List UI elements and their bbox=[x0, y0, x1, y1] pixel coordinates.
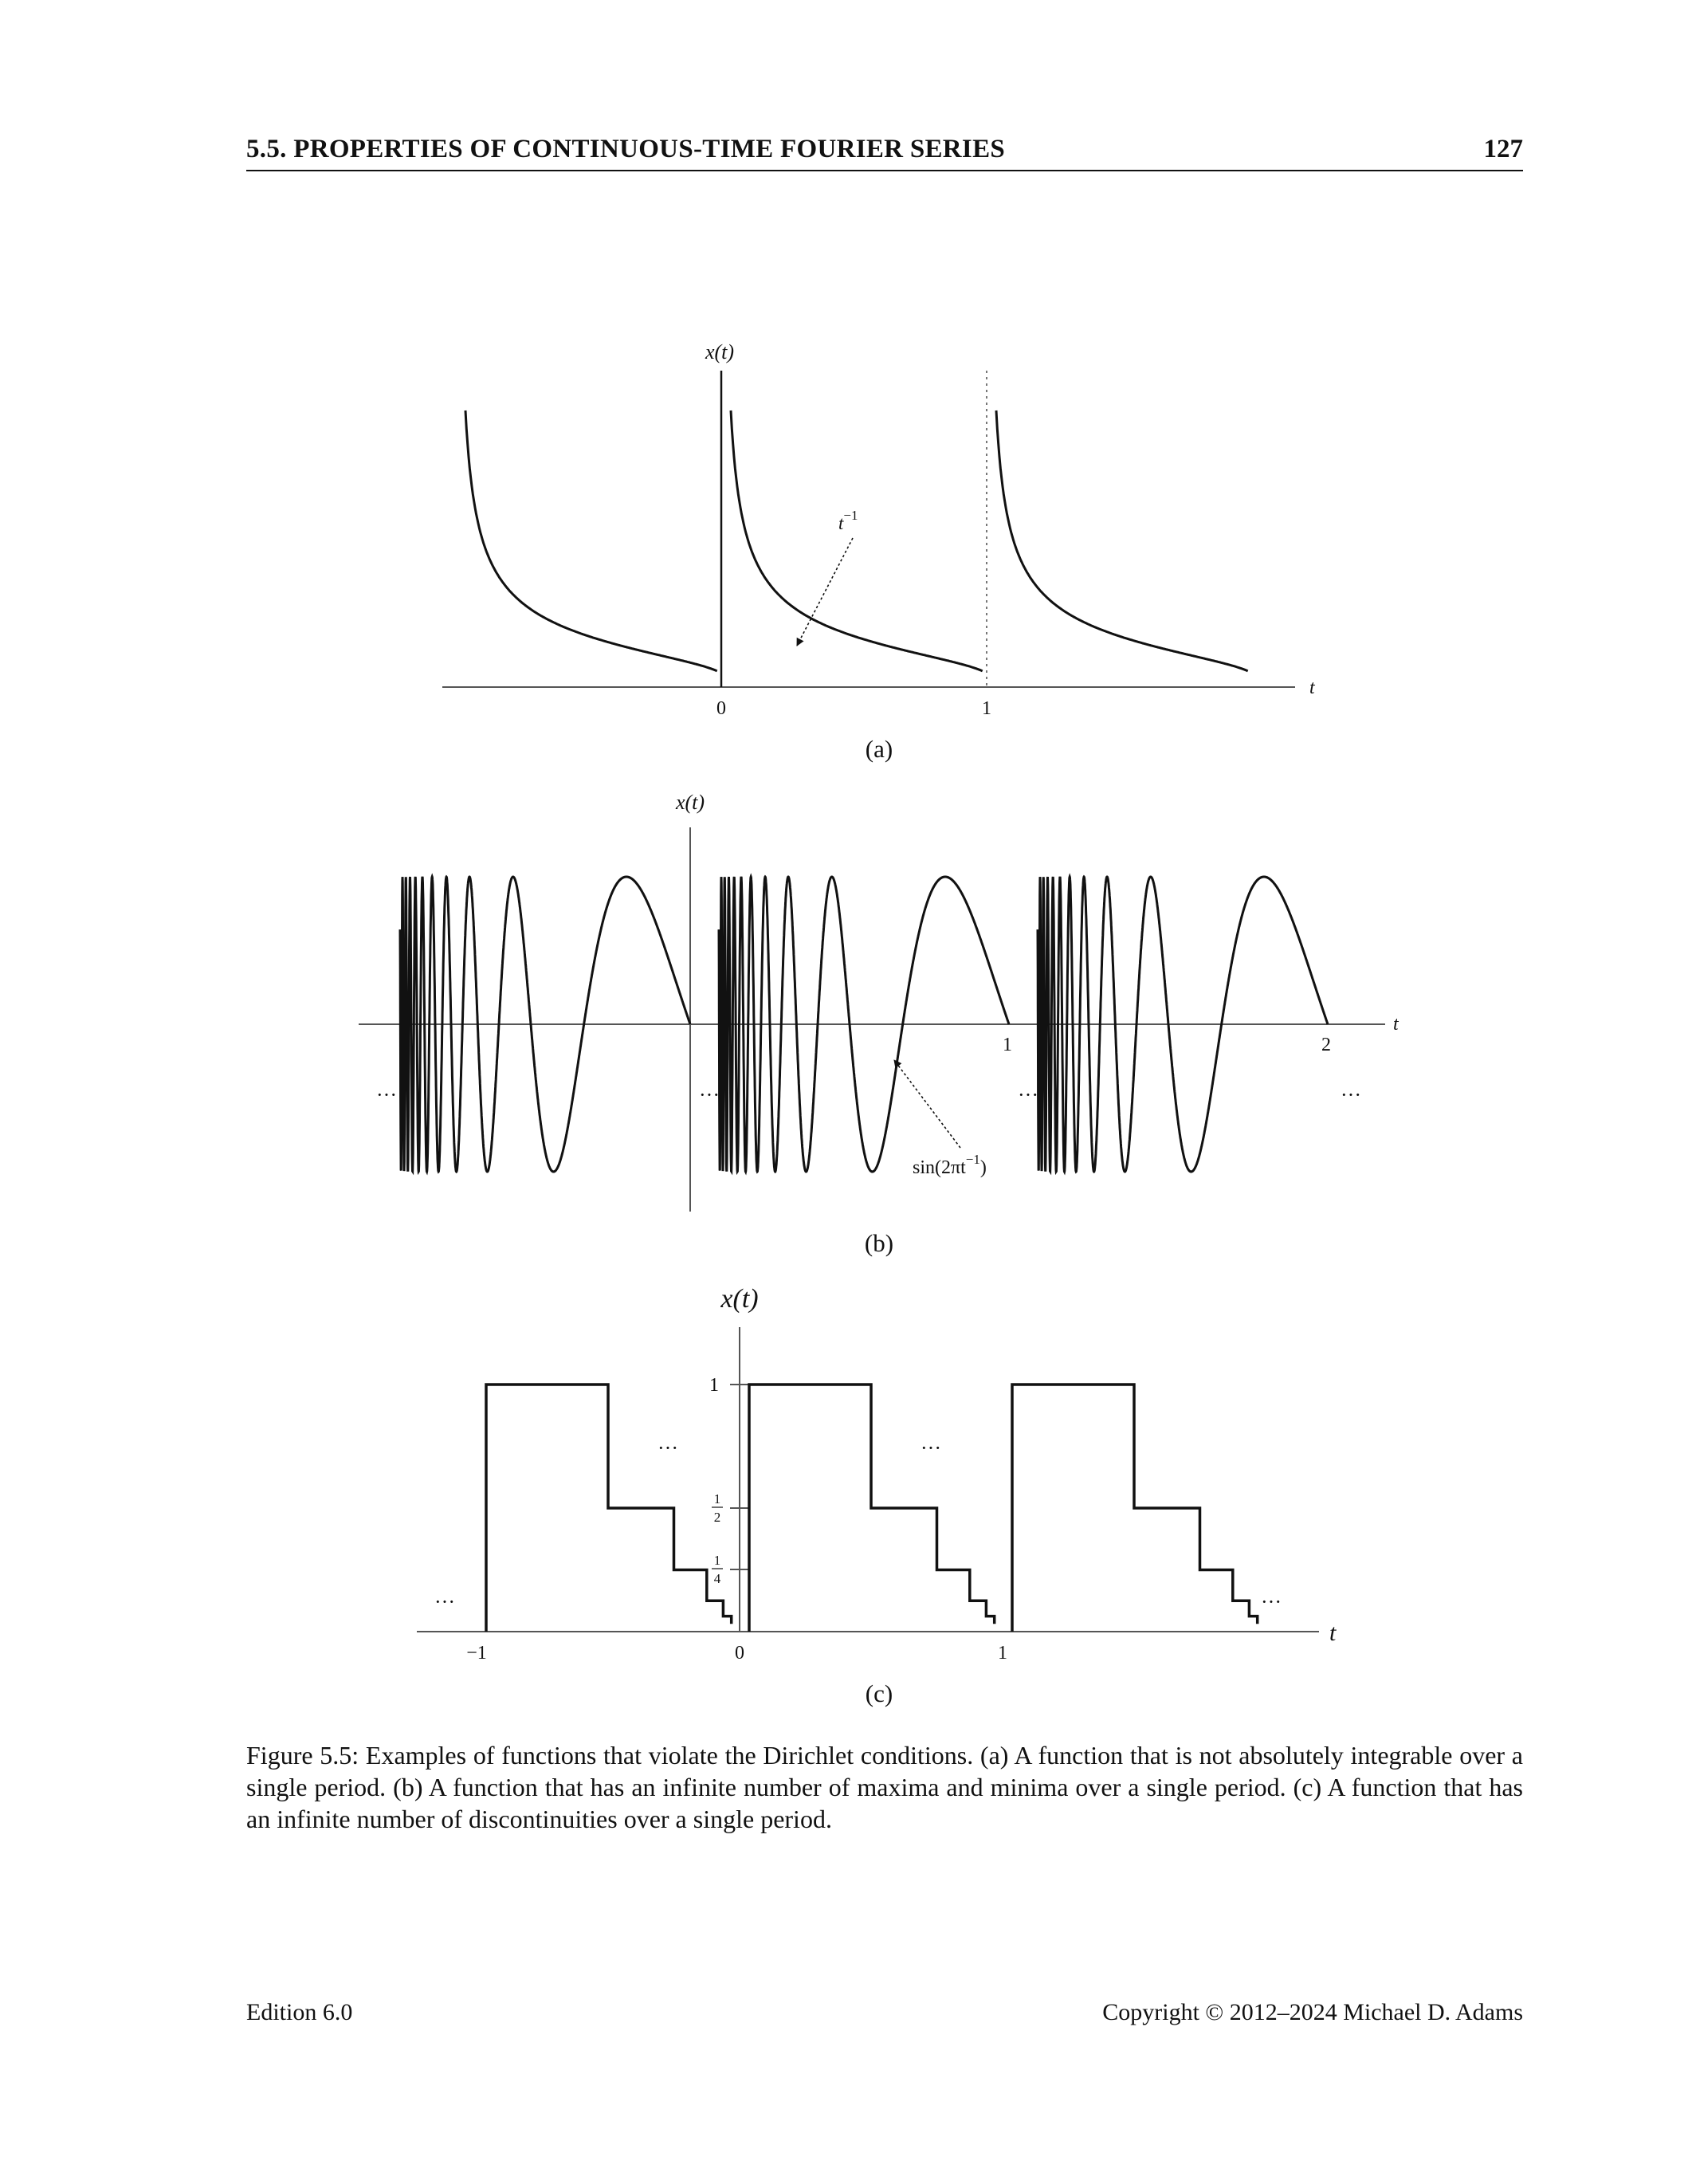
panel-b-label: (b) bbox=[864, 1229, 894, 1257]
panel-b-tick-1: 1 bbox=[1003, 1035, 1012, 1055]
panel-c-dots: ··· bbox=[658, 1436, 678, 1459]
panel-b bbox=[359, 791, 1399, 1257]
panel-c-staircase-period-minus1 bbox=[486, 1385, 732, 1632]
panel-a-xlabel: t bbox=[1309, 678, 1315, 698]
panel-c-ytick-label-half bbox=[712, 1491, 723, 1525]
section-title: 5.5. PROPERTIES OF CONTINUOUS-TIME FOURIER SERIES bbox=[246, 135, 1006, 163]
panel-c-tick-1: 1 bbox=[998, 1643, 1007, 1664]
panel-a-curve-period-1 bbox=[996, 410, 1248, 671]
panel-a-tick-0: 0 bbox=[716, 698, 726, 719]
panel-c bbox=[417, 1284, 1337, 1707]
panel-a-label: (a) bbox=[865, 735, 893, 763]
panel-b-dots: ··· bbox=[1341, 1083, 1361, 1106]
panel-a-ylabel: x(t) bbox=[705, 340, 735, 363]
panel-a-annotation-arrow bbox=[797, 538, 853, 646]
panel-b-ylabel: x(t) bbox=[675, 791, 705, 814]
panel-a bbox=[442, 340, 1316, 763]
panel-c-tick-0: 0 bbox=[735, 1643, 744, 1664]
panel-b-xlabel: t bbox=[1393, 1014, 1399, 1035]
panel-c-ytick-label-one: 1 bbox=[709, 1375, 719, 1396]
panel-b-dots: ··· bbox=[699, 1083, 720, 1106]
panel-b-dots: ··· bbox=[1018, 1083, 1038, 1106]
panel-c-ytick-label-quarter bbox=[712, 1553, 723, 1586]
svg-text:1: 1 bbox=[713, 1491, 721, 1506]
panel-c-dots: ··· bbox=[434, 1590, 455, 1613]
panel-c-label: (c) bbox=[865, 1679, 893, 1707]
panel-b-dots: ··· bbox=[376, 1083, 397, 1106]
panel-c-dots: ··· bbox=[1261, 1590, 1282, 1613]
panel-a-tick-1: 1 bbox=[982, 698, 991, 719]
panel-c-staircase-period-0 bbox=[749, 1385, 995, 1632]
panel-c-tick-minus1: −1 bbox=[466, 1643, 487, 1664]
panel-b-annotation-arrow bbox=[894, 1060, 960, 1148]
svg-text:2: 2 bbox=[713, 1510, 721, 1525]
panel-b-tick-2: 2 bbox=[1321, 1035, 1331, 1055]
footer-edition: Edition 6.0 bbox=[246, 1999, 353, 2025]
svg-text:4: 4 bbox=[713, 1571, 721, 1586]
panel-a-curve-period-minus1 bbox=[465, 410, 717, 671]
panel-c-xlabel: t bbox=[1329, 1620, 1337, 1646]
panel-c-staircase-period-1 bbox=[1012, 1385, 1258, 1632]
page-number: 127 bbox=[1483, 135, 1523, 163]
panel-c-ylabel: x(t) bbox=[720, 1284, 759, 1314]
panel-b-annotation: $\sin(2\pi t^{-1})$ bbox=[913, 1152, 987, 1178]
panel-a-annotation: $t^{-1}$ bbox=[838, 508, 858, 533]
figure-caption: Figure 5.5: Examples of functions that violate the Dirichlet conditions. (a) A function that is not absolutely integrable over a single period. (b) A function that has an infinite number of maxima and minima over a single period. (c) A function that has an infinite number of discontinuities over a single period. bbox=[246, 1741, 1523, 1833]
svg-text:1: 1 bbox=[713, 1553, 721, 1568]
panel-c-dots: ··· bbox=[921, 1436, 941, 1459]
panel-a-curve-period-0 bbox=[731, 410, 983, 671]
footer-copyright: Copyright © 2012–2024 Michael D. Adams bbox=[1102, 1999, 1523, 2025]
